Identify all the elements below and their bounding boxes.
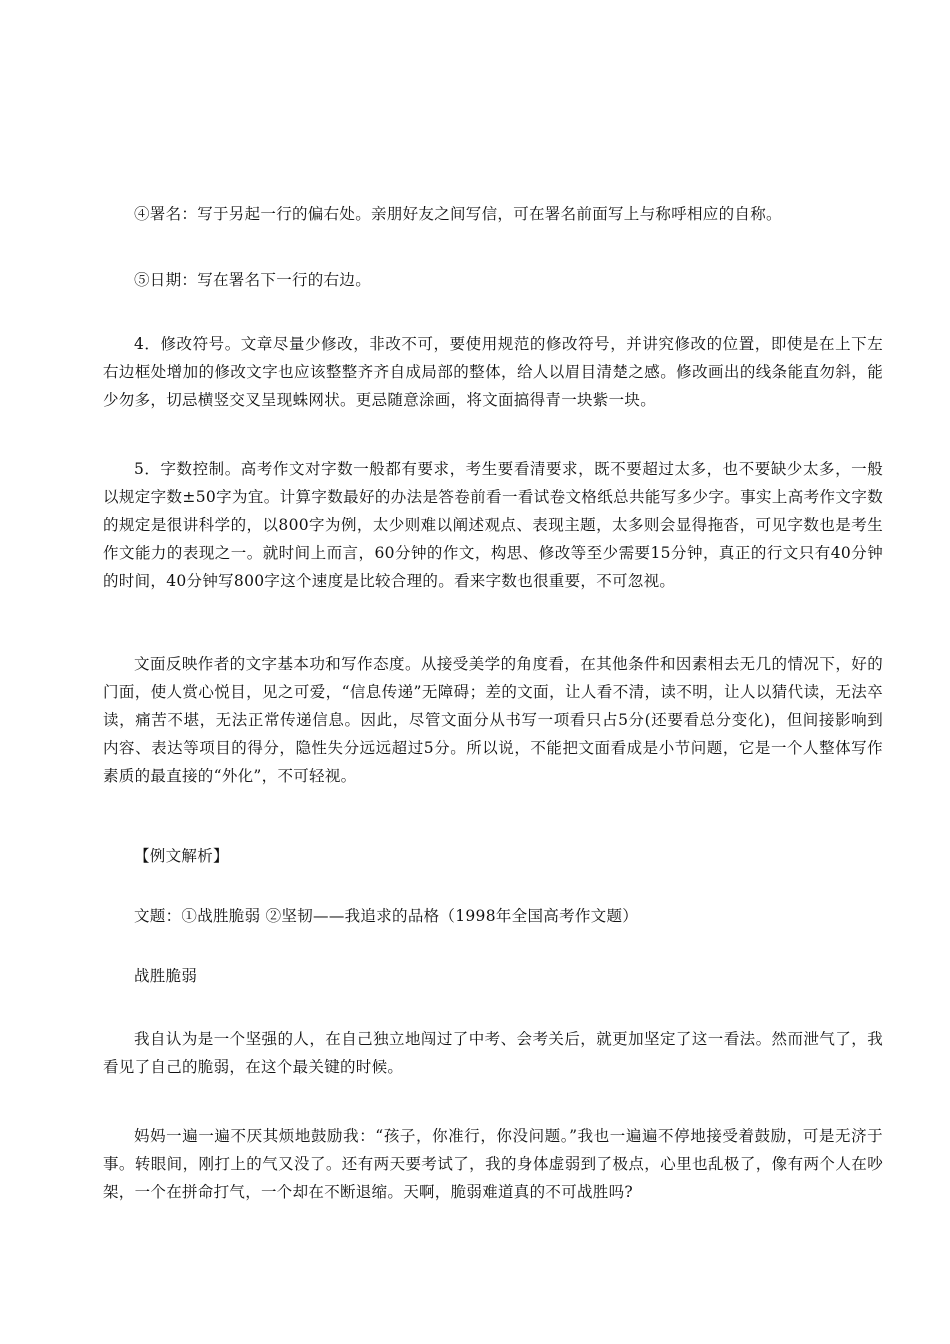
essay-title: 战胜脆弱 bbox=[134, 967, 198, 985]
essay-topic: 文题：①战胜脆弱 ②坚韧——我追求的品格（1998年全国高考作文题） bbox=[134, 907, 639, 925]
essay-paragraph-2: 妈妈一遍一遍不厌其烦地鼓励我：“孩子，你准行，你没问题。”我也一遍遍不停地接受着鼓励，可是无济于事。转眼间，刚打上的气又没了。还有两天要考试了，我的身体虚弱到了极点，心里也乱极了，像有两个人在吵架，一个在拼命打气，一个却在不断退缩。天啊，脆弱难道真的不可战胜吗? bbox=[103, 1127, 883, 1201]
example-heading: 【例文解析】 bbox=[134, 847, 229, 865]
paragraph-date: ⑤日期：写在署名下一行的右边。 bbox=[134, 271, 372, 289]
paragraph-summary: 文面反映作者的文字基本功和写作态度。从接受美学的角度看，在其他条件和因素相去无几的情况下，好的门面，使人赏心悦目，见之可爱，“信息传递”无障碍；差的文面，让人看不清，读不明，让人以猜代读，无法卒读，痛苦不堪，无法正常传递信息。因此，尽管文面分从书写一项看只占5分(还要看总分变化)，但间接影响到内容、表达等项目的得分，隐性失分远远超过5分。所以说，不能把文面看成是小节问题，它是一个人整体写作素质的最直接的“外化”，不可轻视。 bbox=[103, 655, 883, 785]
paragraph-revision-marks: 4．修改符号。文章尽量少修改，非改不可，要使用规范的修改符号，并讲究修改的位置，即使是在上下左右边框处增加的修改文字也应该整整齐齐自成局部的整体，给人以眉目清楚之感。修改画出的线条能直勿斜，能少勿多，切忌横竖交叉呈现蛛网状。更忌随意涂画，将文面搞得青一块紫一块。 bbox=[103, 335, 883, 409]
essay-paragraph-1: 我自认为是一个坚强的人，在自己独立地闯过了中考、会考关后，就更加坚定了这一看法。然而泄气了，我看见了自己的脆弱，在这个最关键的时候。 bbox=[103, 1030, 883, 1076]
paragraph-word-count: 5．字数控制。高考作文对字数一般都有要求，考生要看清要求，既不要超过太多，也不要缺少太多，一般以规定字数±50字为宜。计算字数最好的办法是答卷前看一看试卷文格纸总共能写多少字。事实上高考作文字数的规定是很讲科学的，以800字为例，太少则难以阐述观点、表现主题，太多则会显得拖沓，可见字数也是考生作文能力的表现之一。就时间上而言，60分钟的作文，构思、修改等至少需要15分钟，真正的行文只有40分钟的时间，40分钟写800字这个速度是比较合理的。看来字数也很重要，不可忽视。 bbox=[103, 460, 883, 590]
paragraph-signature: ④署名：写于另起一行的偏右处。亲朋好友之间写信，可在署名前面写上与称呼相应的自称。 bbox=[134, 205, 782, 223]
